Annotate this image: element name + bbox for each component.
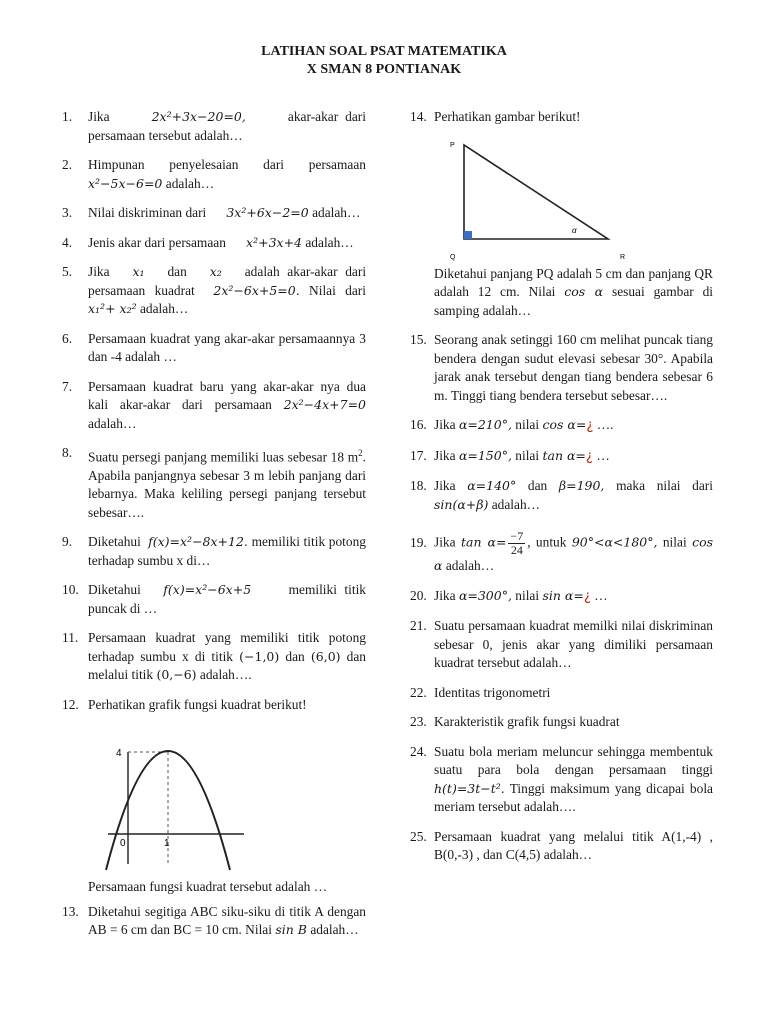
y-label-4: 4 bbox=[116, 748, 122, 760]
vertex-r-label: R bbox=[620, 253, 626, 261]
question-8: 8. Suatu persegi panjang memiliki luas sebesar 18 $m^2$. Apabila panjangnya sebesar 3 m lebih panjang dari lebarnya. Maka keliling persegi panjang tersebut sebesar…. bbox=[62, 445, 366, 520]
question-18: 18. Jika α=140° dan β=190, maka nilai dari sin(α+β) adalah… bbox=[410, 478, 713, 512]
question-15: 15. Seorang anak setinggi 160 cm melihat puncak tiang bendera dengan sudut elevasi sebesar 30°. Apabila jarak anak tersebut dengan tiang bendera sebesar 6 m. Tinggi tiang bendera tersebut sebesar…. bbox=[410, 332, 713, 403]
question-5: 5. Jika x₁ dan x₂ adalah akar-akar dari persamaan kuadrat 2x²−6x+5=0. Nilai dari x₁²+ x₂² adalah… bbox=[62, 264, 367, 316]
question-12-caption: Persamaan fungsi kuadrat tersebut adalah … bbox=[88, 879, 328, 895]
question-6: 6. Persamaan kuadrat yang akar-akar persamaannya 3 dan -4 adalah … bbox=[62, 330, 366, 364]
right-column bbox=[410, 108, 713, 876]
question-14: 14. Perhatikan gambar berikut! P Q R α Diketahui panjang PQ adalah 5 cm dan panjang QR adalah 12 cm. Nilai cos α sesuai gambar di samping adalah… bbox=[410, 109, 713, 318]
equation: 2x²−4x+7=0 bbox=[283, 397, 366, 412]
question-19: 19. Jika tan α= $\frac{-7}{24}$ , untuk 90°<α<180°, nilai cos α adalah… bbox=[410, 529, 714, 573]
question-1: 1. Jika 2x²+3x−20=0, akar-akar dari persamaan tersebut adalah… bbox=[62, 109, 366, 143]
triangle-figure bbox=[434, 133, 713, 261]
question-3: 3. Nilai diskriminan dari 3x²+6x−2=0 adalah… bbox=[62, 205, 361, 220]
parabola-graph bbox=[88, 722, 366, 874]
x-label-1: 1 bbox=[164, 838, 170, 850]
equation: 2x²−6x+5=0. bbox=[213, 282, 300, 298]
angle-alpha-label: α bbox=[572, 225, 577, 235]
parabola-curve bbox=[106, 751, 230, 870]
question-23: 23. Karakteristik grafik fungsi kuadrat bbox=[410, 714, 620, 729]
equation: x²+3x+4 bbox=[246, 234, 302, 250]
triangle-pqr bbox=[464, 145, 608, 239]
vertex-q-label: Q bbox=[450, 253, 456, 261]
question-20: 20. Jika α=300°, nilai sin α=¿ … bbox=[410, 587, 608, 604]
triangle-svg bbox=[434, 133, 634, 261]
question-17: 17. Jika α=150°, nilai tan α=¿ … bbox=[410, 447, 610, 464]
question-4: 4. Jenis akar dari persamaan x²+3x+4 adalah… bbox=[62, 234, 354, 250]
right-angle-marker bbox=[464, 231, 472, 239]
question-7: 7. Persamaan kuadrat baru yang akar-akar nya dua kali akar-akar dari persamaan 2x²−4x+7=0 adalah… bbox=[62, 378, 366, 431]
equation: f(x)=x²−8x+12. bbox=[148, 534, 248, 550]
equation: 2x²+3x−20=0, bbox=[151, 109, 246, 124]
parabola-svg bbox=[88, 722, 248, 872]
question-9: 9. Diketahui f(x)=x²−8x+12. memiliki titik potong terhadap sumbu x di… bbox=[62, 534, 366, 568]
x-label-0: 0 bbox=[120, 838, 126, 850]
question-22: 22. Identitas trigonometri bbox=[410, 684, 551, 700]
page-title: LATIHAN SOAL PSAT MATEMATIKA bbox=[261, 44, 507, 59]
question-11: 11. Persamaan kuadrat yang memiliki titik potong terhadap sumbu x di titik (−1,0) dan (6,0) dan melalui titik (0,−6) adalah…. bbox=[62, 630, 367, 683]
question-21: 21. Suatu persamaan kuadrat memilki nilai diskriminan sebesar 0, jenis akar yang dimiliki persamaan kuadrat tersebut adalah… bbox=[410, 618, 713, 670]
question-13: 13. Diketahui segitiga ABC siku-siku di titik A dengan AB = 6 cm dan BC = 10 cm. Nilai sin B adalah… bbox=[62, 903, 366, 938]
question-25: 25. Persamaan kuadrat yang melalui titik A(1,-4) , B(0,-3) , dan C(4,5) adalah… bbox=[410, 828, 713, 862]
question-16: 16. Jika α=210°, nilai cos α=¿ …. bbox=[410, 417, 614, 433]
left-column bbox=[62, 108, 366, 951]
question-12: 12. Perhatikan grafik fungsi kuadrat berikut! 4 0 1 Persamaan fungsi kuadrat tersebut adalah … bbox=[62, 696, 366, 897]
fraction: $\frac{-7}{24}$ bbox=[510, 529, 524, 557]
equation: f(x)=x²−6x+5 bbox=[163, 582, 252, 598]
vertex-p-label: P bbox=[450, 141, 455, 149]
equation: 3x²+6x−2=0 bbox=[226, 205, 309, 220]
question-2: 2. Himpunan penyelesaian dari persamaan x²−5x−6=0 adalah… bbox=[62, 157, 366, 191]
page-subtitle: X SMAN 8 PONTIANAK bbox=[306, 62, 462, 77]
equation: x²−5x−6=0 bbox=[88, 175, 163, 191]
question-24: 24. Suatu bola meriam meluncur sehingga membentuk suatu para bola dengan persamaan tinggi h(t)=3t−t². Tinggi maksimum yang dicapai bola meriam tersebut adalah…. bbox=[410, 743, 713, 814]
question-10: 10. Diketahui f(x)=x²−6x+5 memiliki titik puncak di … bbox=[62, 582, 367, 616]
